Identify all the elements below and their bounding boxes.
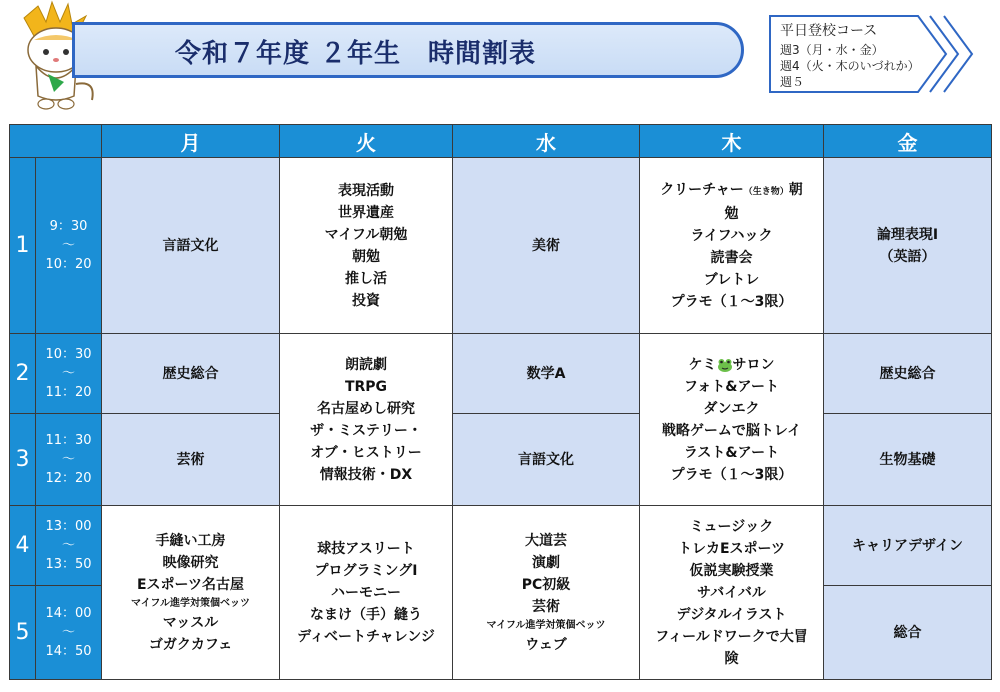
course-line: 週５ bbox=[780, 75, 805, 89]
class-cell: 言語文化 bbox=[453, 414, 640, 506]
day-header-tue: 火 bbox=[280, 125, 453, 158]
period-time: 10：30 ～ 11：20 bbox=[36, 334, 102, 414]
class-cell: ミュージック トレカEスポーツ 仮説実験授業 サバイバル デジタルイラスト フィールドワークで大冒 険 bbox=[640, 506, 824, 680]
class-cell: 美術 bbox=[453, 158, 640, 334]
class-cell: 歴史総合 bbox=[102, 334, 280, 414]
title-banner bbox=[72, 22, 744, 78]
day-header-fri: 金 bbox=[824, 125, 992, 158]
class-cell: キャリアデザイン bbox=[824, 506, 992, 586]
class-cell: 論理表現Ⅰ （英語） bbox=[824, 158, 992, 334]
class-cell: クリーチャー（生き物）朝 勉 ライフハック 読書会 ブレトレ プラモ（１～3限） bbox=[640, 158, 824, 334]
header-corner bbox=[10, 125, 102, 158]
period-number: 3 bbox=[10, 414, 36, 506]
course-info-box bbox=[768, 14, 988, 94]
class-cell: 球技アスリート プログラミングⅠ ハーモニー なまけ（手）縫う ディベートチャレンジ bbox=[280, 506, 453, 680]
course-title: 平日登校コース bbox=[780, 23, 878, 39]
day-header-mon: 月 bbox=[102, 125, 280, 158]
class-cell: 芸術 bbox=[102, 414, 280, 506]
class-cell: 数学A bbox=[453, 334, 640, 414]
period-number: 2 bbox=[10, 334, 36, 414]
period-time: 11：30 ～ 12：20 bbox=[36, 414, 102, 506]
day-header-wed: 水 bbox=[453, 125, 640, 158]
frog-icon bbox=[717, 358, 733, 372]
timetable bbox=[9, 124, 992, 680]
class-cell: 言語文化 bbox=[102, 158, 280, 334]
course-line: 週4（火・木のいづれか） bbox=[780, 59, 920, 73]
class-cell: 歴史総合 bbox=[824, 334, 992, 414]
course-line: 週3（月・水・金） bbox=[780, 43, 884, 57]
class-cell: 朗読劇 TRPG 名古屋めし研究 ザ・ミステリー・ オブ・ヒストリー 情報技術・DX bbox=[280, 334, 453, 506]
class-cell: ケミ サロン フォト&アート ダンエク 戦略ゲームで脳トレイ ラスト&アート プラモ（１～3限） bbox=[640, 334, 824, 506]
period-number: 5 bbox=[10, 586, 36, 680]
class-cell: 生物基礎 bbox=[824, 414, 992, 506]
class-cell: 手縫い工房 映像研究 Eスポーツ名古屋 マイフル進学対策個ベッツ マッスル ゴガクカフェ bbox=[102, 506, 280, 680]
class-cell: 大道芸 演劇 PC初級 芸術 マイフル進学対策個ベッツ ウェブ bbox=[453, 506, 640, 680]
class-cell: 表現活動 世界遺産 マイフル朝勉 朝勉 推し活 投資 bbox=[280, 158, 453, 334]
period-number: 1 bbox=[10, 158, 36, 334]
period-time: 14：00 ～ 14：50 bbox=[36, 586, 102, 680]
day-header-thu: 木 bbox=[640, 125, 824, 158]
period-time: 13：00 ～ 13：50 bbox=[36, 506, 102, 586]
page-title: 令和７年度 ２年生 時間割表 bbox=[175, 39, 537, 69]
period-time: 9：30 ～ 10：20 bbox=[36, 158, 102, 334]
class-cell: 総合 bbox=[824, 586, 992, 680]
period-number: 4 bbox=[10, 506, 36, 586]
